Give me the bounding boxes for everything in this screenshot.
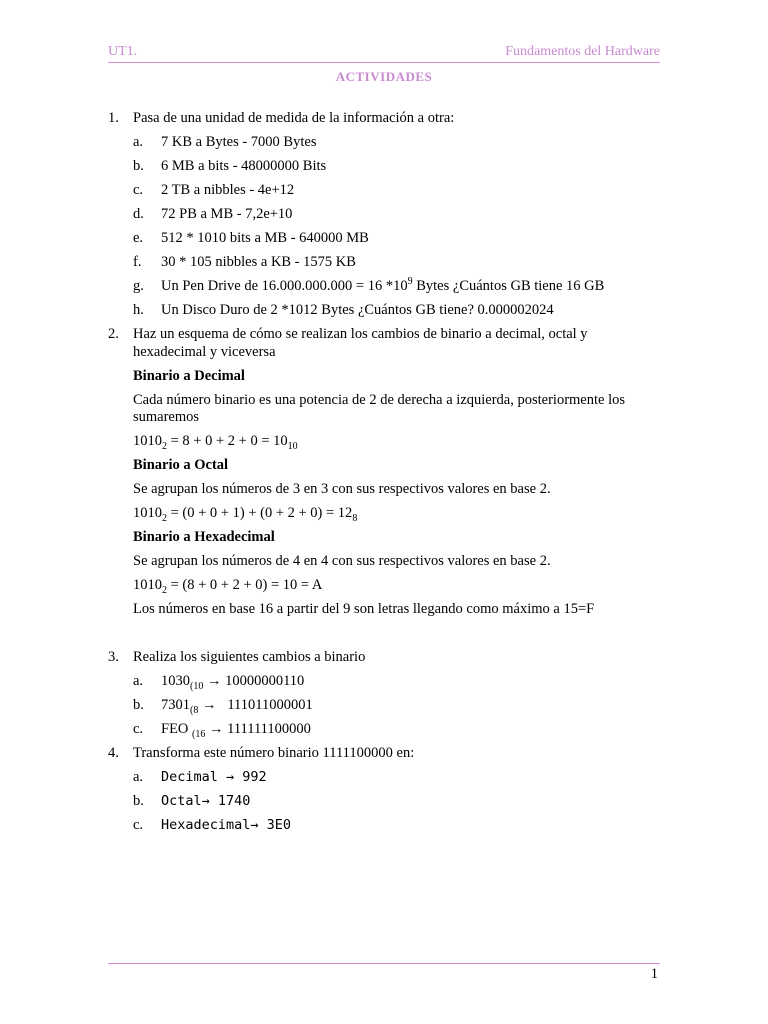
bin-dec-example: $1010_2 = 8 + 0 + 2 + 0 = 10_{10}$ <box>133 433 298 452</box>
page-header <box>108 44 660 63</box>
q3-item-text: $7301_{(8} \to 111011000001$ <box>161 697 313 716</box>
q1-item-letter: e. <box>133 230 144 246</box>
q1-item-letter: f. <box>133 254 142 270</box>
q3-text: Realiza los siguientes cambios a binario <box>133 649 366 665</box>
bin-hex-note: Los números en base 16 a partir del 9 son letras llegando como máximo a 15=F <box>133 601 595 617</box>
q3-item-letter: c. <box>133 721 144 737</box>
q1-text: Pasa de una unidad de medida de la información a otra: <box>133 110 455 126</box>
bin-hex-desc: Se agrupan los números de 4 en 4 con sus respectivos valores en base 2. <box>133 553 551 569</box>
q1-item-letter: a. <box>133 134 144 150</box>
footer-rule <box>108 963 660 964</box>
q4-item-text: Octal→ 1740 <box>161 793 251 809</box>
q1-item-text: 512 * 1010 bits a MB - 640000 MB <box>161 230 369 246</box>
q1-item-text: 2 TB a nibbles - 4e+12 <box>161 182 295 198</box>
q3-item-text: FEO $_{(16}$ → 111111100000 <box>161 721 311 740</box>
bin-hex-example: $1010_2 = (8 + 0 + 2 + 0) = 10 = A$ <box>133 577 323 596</box>
q1-item-letter: d. <box>133 206 144 222</box>
bin-oct-desc: Se agrupan los números de 3 en 3 con sus respectivos valores en base 2. <box>133 481 551 497</box>
q3-item-letter: a. <box>133 673 144 689</box>
q4-text: Transforma este número binario 1111100000 en: <box>133 745 415 761</box>
bin-dec-desc-line2: sumaremos <box>133 409 200 425</box>
q4-item-letter: a. <box>133 769 144 785</box>
q3-item-text: $1030_{(10} \to 10000000110$ <box>161 673 305 692</box>
q4-item-letter: c. <box>133 817 144 833</box>
page-number: 1 <box>650 966 658 982</box>
q2-text-line2: hexadecimal y viceversa <box>133 344 276 360</box>
bin-oct-example: $1010_2 = (0 + 0 + 1) + (0 + 2 + 0) = 12_8$ <box>133 505 358 524</box>
q4-item-text: Decimal → 992 <box>161 769 267 785</box>
bin-oct-heading: Binario a Octal <box>133 457 229 473</box>
header-unit: UT1. <box>108 44 138 59</box>
q1-item-text: 7 KB a Bytes - 7000 Bytes <box>161 134 317 150</box>
q4-number: 4. <box>108 745 119 761</box>
page-title: ACTIVIDADES <box>335 69 433 84</box>
q4-item-letter: b. <box>133 793 144 809</box>
bin-hex-heading: Binario a Hexadecimal <box>133 529 275 545</box>
bin-dec-desc-line1: Cada número binario es una potencia de 2 de derecha a izquierda, posteriormente los <box>133 392 626 408</box>
q1-item-text: Un Pen Drive de 16.000.000.000 = 16 $*10^9$ Bytes ¿Cuántos GB tiene 16 GB <box>161 276 605 294</box>
q1-number: 1. <box>108 110 119 126</box>
q1-item-letter: b. <box>133 158 144 174</box>
q1-item-letter: c. <box>133 182 144 198</box>
q3-number: 3. <box>108 649 119 665</box>
q1-item-text: 30 * 105 nibbles a KB - 1575 KB <box>161 254 356 270</box>
q2-text-line1: Haz un esquema de cómo se realizan los cambios de binario a decimal, octal y <box>133 326 588 342</box>
exponent: 9 <box>407 276 413 288</box>
bin-dec-heading: Binario a Decimal <box>133 368 245 384</box>
q4-item-text: Hexadecimal→ 3E0 <box>161 817 292 833</box>
header-subject: Fundamentos del Hardware <box>505 44 660 59</box>
q1-item-text: 6 MB a bits - 48000000 Bits <box>161 158 327 174</box>
q2-number: 2. <box>108 326 119 342</box>
q3-item-letter: b. <box>133 697 144 713</box>
q1-item-text: 72 PB a MB - 7,2e+10 <box>161 206 293 222</box>
q1-item-letter: h. <box>133 302 144 318</box>
q1-item-text: Un Disco Duro de 2 *1012 Bytes ¿Cuántos GB tiene? 0.000002024 <box>161 302 554 318</box>
q1-item-letter: g. <box>133 278 144 294</box>
